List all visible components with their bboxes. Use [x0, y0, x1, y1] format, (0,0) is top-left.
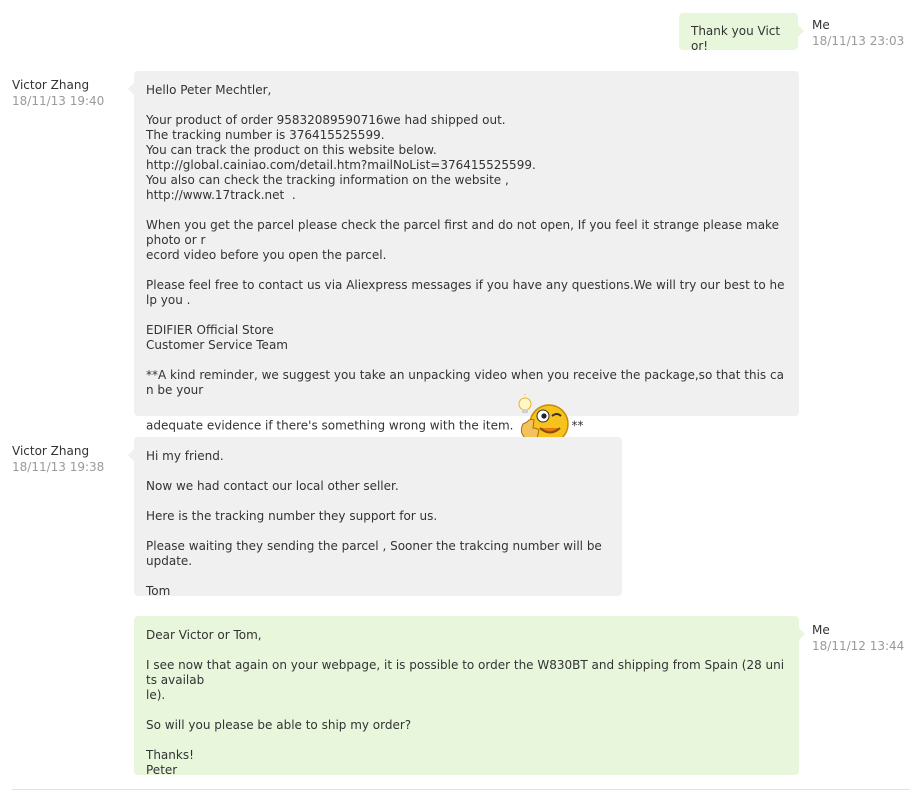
- message-timestamp: 18/11/13 19:40: [12, 94, 105, 108]
- message-paragraph: Hi my friend.: [146, 449, 224, 463]
- message-sender-block: [812, 623, 904, 653]
- sender-name: Me: [812, 18, 830, 32]
- message-paragraph: Dear Victor or Tom,: [146, 628, 262, 642]
- message-paragraph: Hello Peter Mechtler,: [146, 83, 272, 97]
- divider: [12, 789, 910, 790]
- message-paragraph: Please feel free to contact us via Aliexpress messages if you have any questions.We will try our best to help you .: [146, 278, 785, 307]
- message-paragraph: EDIFIER Official Store Customer Service Team: [146, 323, 288, 352]
- message-timestamp: 18/11/13 19:38: [12, 460, 105, 474]
- message-timestamp: 18/11/12 13:44: [812, 639, 905, 653]
- message-paragraph: Your product of order 95832089590716we had shipped out. The tracking number is 376415525599. You can track the product on this website below. http://global.cainiao.com/detail.htm?mailNoList=376415525599. You also can check the tracking information on the website , http://www.17track.net .: [146, 113, 536, 202]
- sender-name: Victor Zhang: [12, 444, 90, 458]
- sender-name: Victor Zhang: [12, 78, 90, 92]
- message-sender-block: [812, 18, 904, 48]
- message-bubble-outgoing: [679, 13, 798, 53]
- message-sender-block: [12, 78, 104, 108]
- message-paragraph: So will you please be able to ship my order?: [146, 718, 412, 732]
- message-paragraph: When you get the parcel please check the parcel first and do not open, If you feel it strange please make photo or r ecord video before you open the parcel.: [146, 218, 779, 262]
- sender-name: Me: [812, 623, 830, 637]
- message-paragraph: Thanks! Peter: [146, 748, 194, 777]
- message-text: **: [571, 418, 584, 433]
- message-paragraph: Please waiting they sending the parcel , Sooner the trakcing number will be update.: [146, 539, 606, 568]
- message-paragraph: I see now that again on your webpage, it is possible to order the W830BT and shipping from Spain (28 units availab le).: [146, 658, 785, 702]
- message-paragraph: Tom: [146, 584, 171, 598]
- message-bubble-outgoing: [134, 616, 799, 775]
- message-bubble-incoming: [134, 437, 622, 596]
- message-paragraph: **A kind reminder, we suggest you take an unpacking video when you receive the package,so that this can be your: [146, 368, 784, 397]
- message-text: adequate evidence if there's something wrong with the item.: [146, 418, 514, 433]
- message-sender-block: [12, 444, 104, 474]
- message-text: Thank you Victor!: [691, 24, 781, 53]
- message-paragraph: Here is the tracking number they support for us.: [146, 509, 438, 523]
- message-bubble-incoming: [134, 71, 799, 433]
- message-paragraph: Now we had contact our local other seller.: [146, 479, 399, 493]
- message-timestamp: 18/11/13 23:03: [812, 34, 905, 48]
